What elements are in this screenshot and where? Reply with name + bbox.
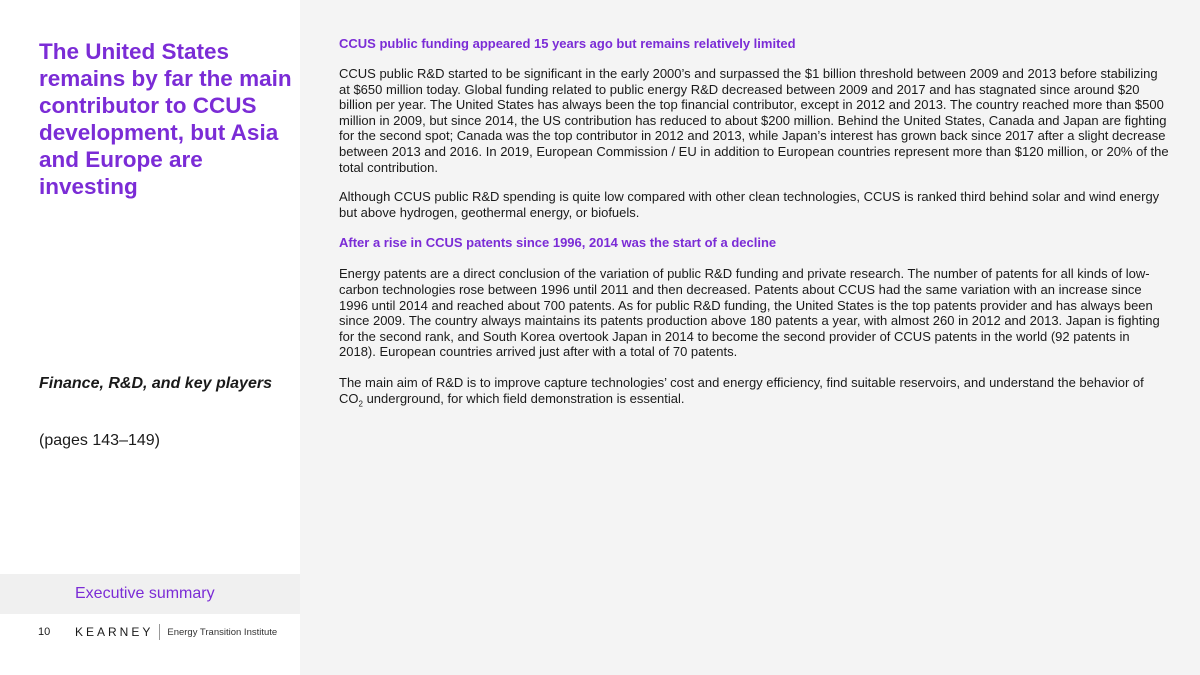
page-number: 10 (38, 626, 51, 638)
kearney-logo: KEARNEY (75, 625, 154, 639)
footer-divider (159, 624, 160, 640)
paragraph-patents: Energy patents are a direct conclusion of the variation of public R&D funding and private research. The number of patents for all kinds of low-carbon technologies rose between 1996 until 2011 and then decreased. Patents about CCUS had the same variation with an increase since 1996 until 2014 and reached about 700 patents. As for public R&D funding, the United States is the top patents provider and has always been since 2009. The country always maintains its patents production above 180 patents a year, with almost 260 in 2012 and 2013. Japan is fighting for the second rank, and South Korea overtook Japan in 2014 to become the second provider of CCUS patents in the world (92 patents in 2018). European countries arrived just after with a total of 70 patents. (339, 266, 1160, 360)
co2-subscript: 2 (358, 399, 363, 409)
slide-title: The United States remains by far the main contributor to CCUS development, but Asia and Europe are investing (39, 39, 292, 199)
rd-aim-text-b: underground, for which field demonstration is essential. (362, 390, 685, 406)
section-label: Finance, R&D, and key players (39, 375, 272, 392)
paragraph-public-rd: CCUS public R&D started to be significant in the early 2000’s and surpassed the $1 billion threshold between 2009 and 2013 before stabilizing at $650 million today. Global funding related to public energy R&D decreased between 2009 and 2017 and has stagnated since around $20 billion per year. The United States has always been the top financial contributor, except in 2012 and 2013. The country reached more than $500 million in 2009, but since 2014, the US contribution has reduced to about $200 million. Behind the United States, Canada and Japan are fighting for the second spot; Canada was the top contributor in 2012 and 2013, while Japan’s interest has grown back since 2017 after a slight decrease between 2013 and 2016. In 2019, European Commission / EU in addition to European countries represent more than $120 million, or 20% of the total contribution. (339, 66, 1169, 175)
executive-summary-link[interactable]: Executive summary (75, 585, 215, 602)
pages-reference: (pages 143–149) (39, 432, 160, 449)
heading-public-funding: CCUS public funding appeared 15 years ago but remains relatively limited (339, 36, 796, 51)
institute-name: Energy Transition Institute (167, 626, 278, 638)
footer (38, 624, 277, 640)
paragraph-spending-rank: Although CCUS public R&D spending is quite low compared with other clean technologies, CCUS is ranked third behind solar and wind energy but above hydrogen, geothermal energy, or biofuels. (339, 189, 1160, 220)
heading-patents: After a rise in CCUS patents since 1996, 2014 was the start of a decline (339, 235, 777, 251)
paragraph-rd-aim (339, 374, 1169, 409)
rd-aim-text-a: The main aim of R&D is to improve capture technologies’ cost and energy efficiency, find suitable reservoirs, and understand the behavior of CO (339, 374, 1144, 406)
main-content (339, 36, 1169, 409)
